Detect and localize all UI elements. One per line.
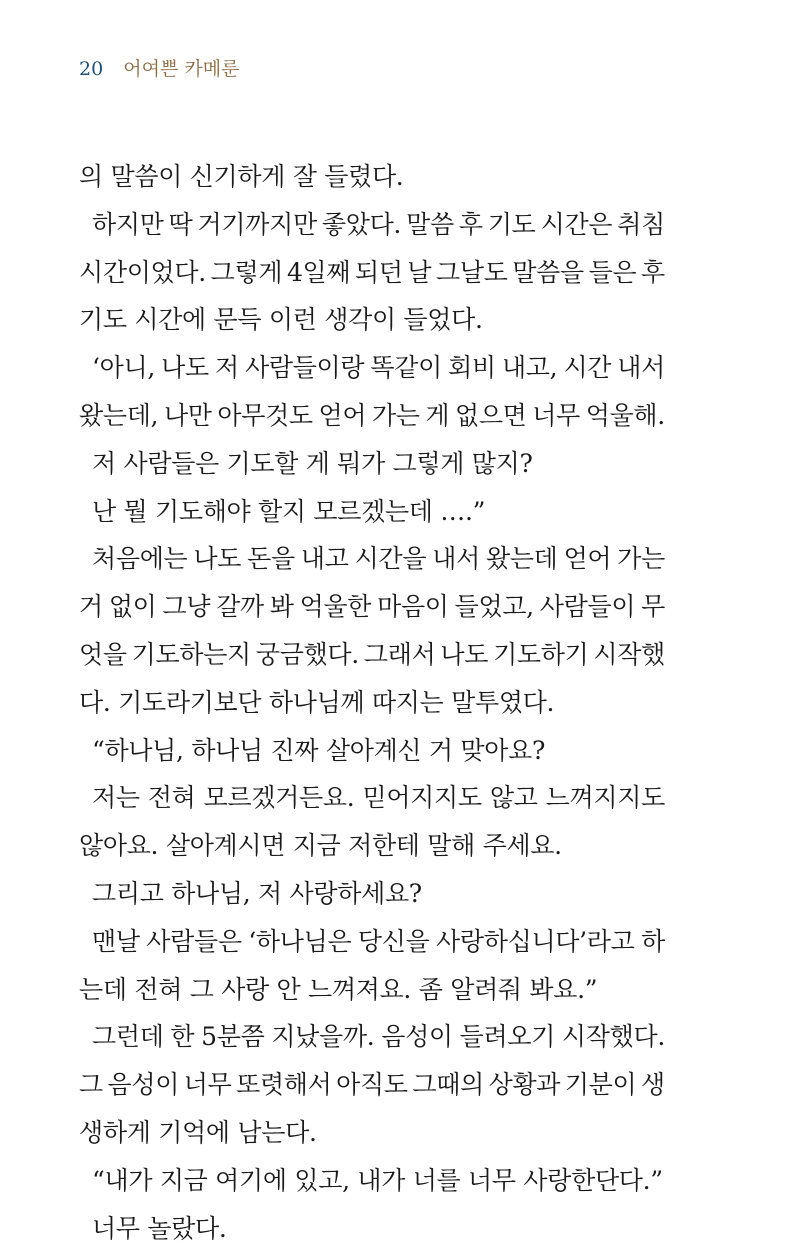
text-line: 다. 기도라기보단 하나님께 따지는 말투였다. <box>79 687 555 717</box>
word: 딱 <box>168 209 193 239</box>
word: 억울해. <box>585 400 665 430</box>
text-line: 난 뭘 기도해야 할지 모르겠는데 ….” <box>92 496 486 526</box>
word: 않고 <box>489 783 538 813</box>
word: 시간이었다. <box>79 257 206 287</box>
word: 시간 <box>563 353 612 383</box>
word: 가는 <box>371 400 420 430</box>
text-line: “내가 지금 여기에 있고, 내가 너를 너무 사랑한단다.” <box>92 1165 663 1195</box>
word: 되던 <box>354 257 403 287</box>
page-number: 20 <box>79 58 104 80</box>
word: 거기까지만 <box>197 209 317 239</box>
word: 기도 <box>487 209 536 239</box>
word: 나도 <box>440 639 489 669</box>
word: 취침 <box>617 209 665 239</box>
word: 말씀을 <box>512 257 584 287</box>
word: 억울한 <box>299 592 372 622</box>
word: 처음에는 <box>92 544 188 574</box>
word: 하지만 <box>92 209 164 239</box>
word: ‘하나님은 <box>248 926 352 956</box>
word: 사람들이랑 <box>244 353 365 383</box>
word: 날 <box>407 257 432 287</box>
word: 똑같이 <box>370 353 442 383</box>
text-line <box>79 392 665 440</box>
word: 얻어 <box>563 544 612 574</box>
text-line: 않아요. 살아계시면 지금 저한테 말해 주세요. <box>79 831 562 861</box>
text-line <box>79 774 665 822</box>
word: 그래서 <box>363 639 436 669</box>
text-line: 너무 놀랐다. <box>92 1213 227 1243</box>
word: 기분이 <box>564 1070 637 1100</box>
text-line <box>79 918 665 966</box>
word: 게 <box>425 400 450 430</box>
word: 나만 <box>163 400 212 430</box>
word: 그날도 <box>436 257 508 287</box>
book-title: 어여쁜 카메룬 <box>123 58 240 80</box>
word: 없이 <box>108 592 157 622</box>
word: 모르겠거든요. <box>203 783 355 813</box>
word: 아직도 <box>336 1070 408 1100</box>
word: 얻어 <box>318 400 367 430</box>
word: 회비 <box>448 353 496 383</box>
text-line <box>79 249 665 297</box>
word: 좋았다. <box>321 209 402 239</box>
word: 내서 <box>617 353 665 383</box>
word: 무 <box>641 592 665 622</box>
word: 전혀 <box>147 783 196 813</box>
word: 내고 <box>300 544 349 574</box>
word: 너무 <box>183 1070 232 1100</box>
word: 들은 <box>588 257 637 287</box>
word: 또렷해서 <box>236 1070 332 1100</box>
word: 그냥 <box>162 592 211 622</box>
word: ‘아니, <box>92 353 155 383</box>
word: 기도하는지 <box>131 639 251 669</box>
word: 시작했 <box>593 639 665 669</box>
text-line <box>79 1061 665 1109</box>
word: 아무것도 <box>217 400 313 430</box>
text-line: 기도 시간에 문득 이런 생각이 들었다. <box>79 305 483 335</box>
word: 그때의 <box>412 1070 484 1100</box>
text-line <box>79 631 665 679</box>
word: 한 <box>170 1022 195 1052</box>
word: 거 <box>79 592 103 622</box>
word: 후 <box>641 257 665 287</box>
word: 생 <box>641 1070 665 1100</box>
word: 너무 <box>532 400 580 430</box>
word: 돈을 <box>247 544 295 574</box>
word: 후 <box>458 209 483 239</box>
word: 엇을 <box>79 639 127 669</box>
word: 음성이 <box>107 1070 180 1100</box>
text-line: 그리고 하나님, 저 사랑하세요? <box>92 878 422 908</box>
word: 나도 <box>193 544 242 574</box>
word: 시간을 <box>354 544 427 574</box>
word: 시간은 <box>540 209 613 239</box>
running-header <box>79 54 239 84</box>
text-line <box>79 201 665 249</box>
word: 음성이 <box>381 1022 453 1052</box>
word: 시작했다. <box>561 1022 665 1052</box>
word: 왔는데 <box>485 544 558 574</box>
word: 저는 <box>92 783 140 813</box>
text-line: 의 말씀이 신기하게 잘 들렸다. <box>79 162 404 191</box>
word: 지났을까. <box>271 1022 375 1052</box>
word: 5분쯤 <box>201 1022 265 1052</box>
body-text <box>79 153 665 1252</box>
word: 사람들이 <box>539 592 636 622</box>
word: 봐 <box>269 592 294 622</box>
word: 들었고, <box>454 592 534 622</box>
text-line: “하나님, 하나님 진짜 살아계신 거 맞아요? <box>92 735 546 765</box>
text-line: 는데 전혀 그 사랑 안 느껴져요. 좀 알려줘 봐요.” <box>79 974 598 1004</box>
word: 갈까 <box>216 592 264 622</box>
text-line <box>79 344 665 392</box>
word: 그런데 <box>92 1022 164 1052</box>
word: 사람들은 <box>146 926 242 956</box>
word: 4일째 <box>286 257 351 287</box>
word: 저 <box>214 353 239 383</box>
word: 가는 <box>617 544 665 574</box>
word: 궁금했다. <box>255 639 359 669</box>
word: 사랑하십니다’라고 <box>436 926 635 956</box>
word: 왔는데, <box>79 400 159 430</box>
text-line <box>79 583 665 631</box>
text-line <box>79 535 665 583</box>
word: 말씀 <box>406 209 454 239</box>
word: 느껴지지도 <box>545 783 665 813</box>
text-line: 생하게 기억에 남는다. <box>79 1117 317 1147</box>
word: 없으면 <box>454 400 527 430</box>
word: 그 <box>79 1070 103 1100</box>
word: 내고, <box>501 353 558 383</box>
word: 들려오기 <box>459 1022 556 1052</box>
word: 당신을 <box>357 926 430 956</box>
word: 그렇게 <box>210 257 283 287</box>
word: 상황과 <box>488 1070 561 1100</box>
word: 하 <box>641 926 665 956</box>
word: 기도하기 <box>493 639 589 669</box>
word: 맨날 <box>92 926 140 956</box>
text-line <box>79 1013 665 1061</box>
word: 내서 <box>432 544 480 574</box>
text-line: 저 사람들은 기도할 게 뭐가 그렇게 많지? <box>92 448 533 478</box>
word: 믿어지지도 <box>362 783 482 813</box>
word: 마음이 <box>377 592 449 622</box>
word: 나도 <box>161 353 209 383</box>
